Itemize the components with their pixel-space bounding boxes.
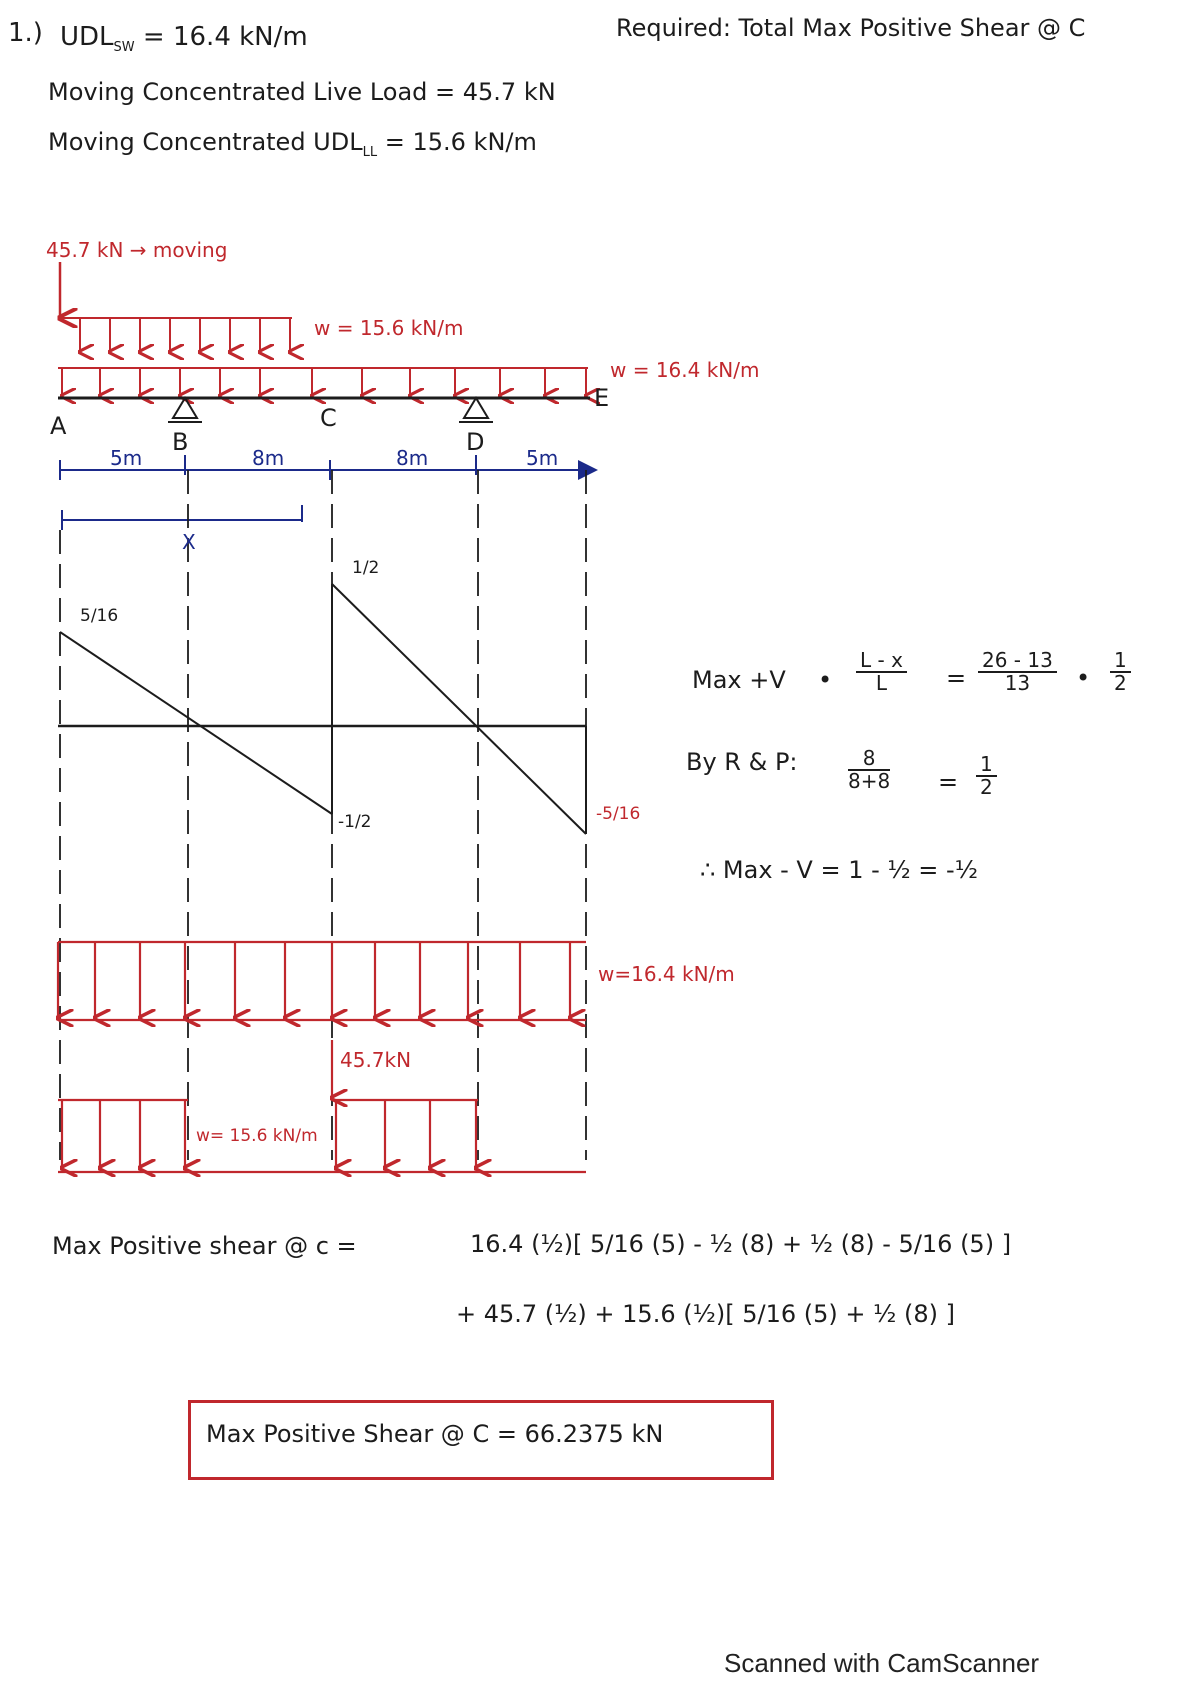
udl-ll-value: = 15.6 kN/m (384, 128, 537, 156)
udl-sw-text: UDL (60, 22, 114, 52)
max-minus-v-line: ∴ Max - V = 1 - ½ = -½ (700, 856, 978, 884)
calc-eq-1: = (946, 664, 967, 692)
rp-half-denominator: 2 (980, 775, 993, 799)
udl-sw-block (58, 368, 588, 396)
vertical-guides (60, 470, 586, 1160)
influence-line (58, 584, 586, 834)
moving-load-label: 45.7 kN → moving (46, 238, 228, 262)
result-line1-label: Max Positive shear @ c = (52, 1232, 357, 1260)
udl-ll-beam-label: w = 15.6 kN/m (314, 316, 464, 340)
final-answer: Max Positive Shear @ C = 66.2375 kN (206, 1420, 664, 1448)
rp-denominator: 8+8 (848, 769, 891, 793)
ll-row-label: w= 15.6 kN/m (196, 1126, 318, 1146)
span-bc-label: 8m (252, 446, 285, 470)
calc-bullet-2: • (1076, 664, 1091, 692)
lx-denominator: L (875, 671, 888, 695)
numeric-fraction (978, 650, 1057, 694)
calc-bullet-1: • (818, 666, 833, 694)
rp-half-numerator: 1 (976, 754, 997, 777)
problem-number: 1.) (8, 18, 43, 48)
udl-ll-text: Moving Concentrated UDL (48, 128, 363, 156)
point-a-label: A (50, 412, 67, 440)
rp-fraction (848, 748, 890, 792)
half-fraction (1110, 650, 1131, 694)
x-dimension-label: X (182, 530, 196, 554)
rp-half-fraction (976, 754, 997, 798)
point-b-label: B (172, 428, 189, 456)
point-e-label: E (594, 384, 610, 412)
live-load-statement: Moving Concentrated Live Load = 45.7 kN (48, 78, 556, 106)
point-row-label: 45.7kN (340, 1048, 412, 1072)
numeric-denominator: 13 (1004, 671, 1031, 695)
result-line1-expression: 16.4 (½)[ 5/16 (5) - ½ (8) + ½ (8) - 5/16 (5) ] (470, 1230, 1012, 1258)
support-d-icon (459, 398, 493, 422)
udl-sw-beam-label: w = 16.4 kN/m (610, 358, 760, 382)
il-left-max-label: 5/16 (80, 606, 119, 626)
udl-sw-subscript: SW (113, 40, 135, 56)
il-right-min-label: -5/16 (596, 804, 641, 824)
half-numerator: 1 (1110, 650, 1131, 673)
point-d-label: D (466, 428, 485, 456)
udl-ll-subscript: LL (362, 144, 378, 160)
span-cd-label: 8m (396, 446, 429, 470)
udl-ll-block (58, 318, 292, 352)
scanner-watermark: Scanned with CamScanner (724, 1648, 1040, 1678)
rp-numerator: 8 (848, 748, 890, 771)
il-c-positive-label: 1/2 (352, 558, 380, 578)
udl-sw-value: = 16.4 kN/m (142, 22, 308, 52)
calc-eq-2: = (938, 768, 959, 796)
lx-fraction (856, 650, 907, 694)
by-rp-label: By R & P: (686, 748, 798, 776)
result-line2-expression: + 45.7 (½) + 15.6 (½)[ 5/16 (5) + ½ (8) ] (456, 1300, 955, 1328)
udl-sw-row (58, 942, 586, 1020)
required-statement: Required: Total Max Positive Shear @ C (616, 14, 1086, 42)
max-plus-v-label: Max +V (692, 666, 786, 694)
point-c-label: C (320, 404, 337, 432)
x-measure-line (62, 505, 302, 530)
span-de-label: 5m (526, 446, 559, 470)
lx-numerator: L - x (856, 650, 907, 673)
half-denominator: 2 (1114, 671, 1127, 695)
sw-row-label: w=16.4 kN/m (598, 962, 735, 986)
span-ab-label: 5m (110, 446, 143, 470)
udl-ll-row (58, 1100, 586, 1172)
numeric-numerator: 26 - 13 (978, 650, 1057, 673)
il-c-negative-label: -1/2 (338, 812, 372, 832)
support-b-icon (168, 398, 202, 422)
